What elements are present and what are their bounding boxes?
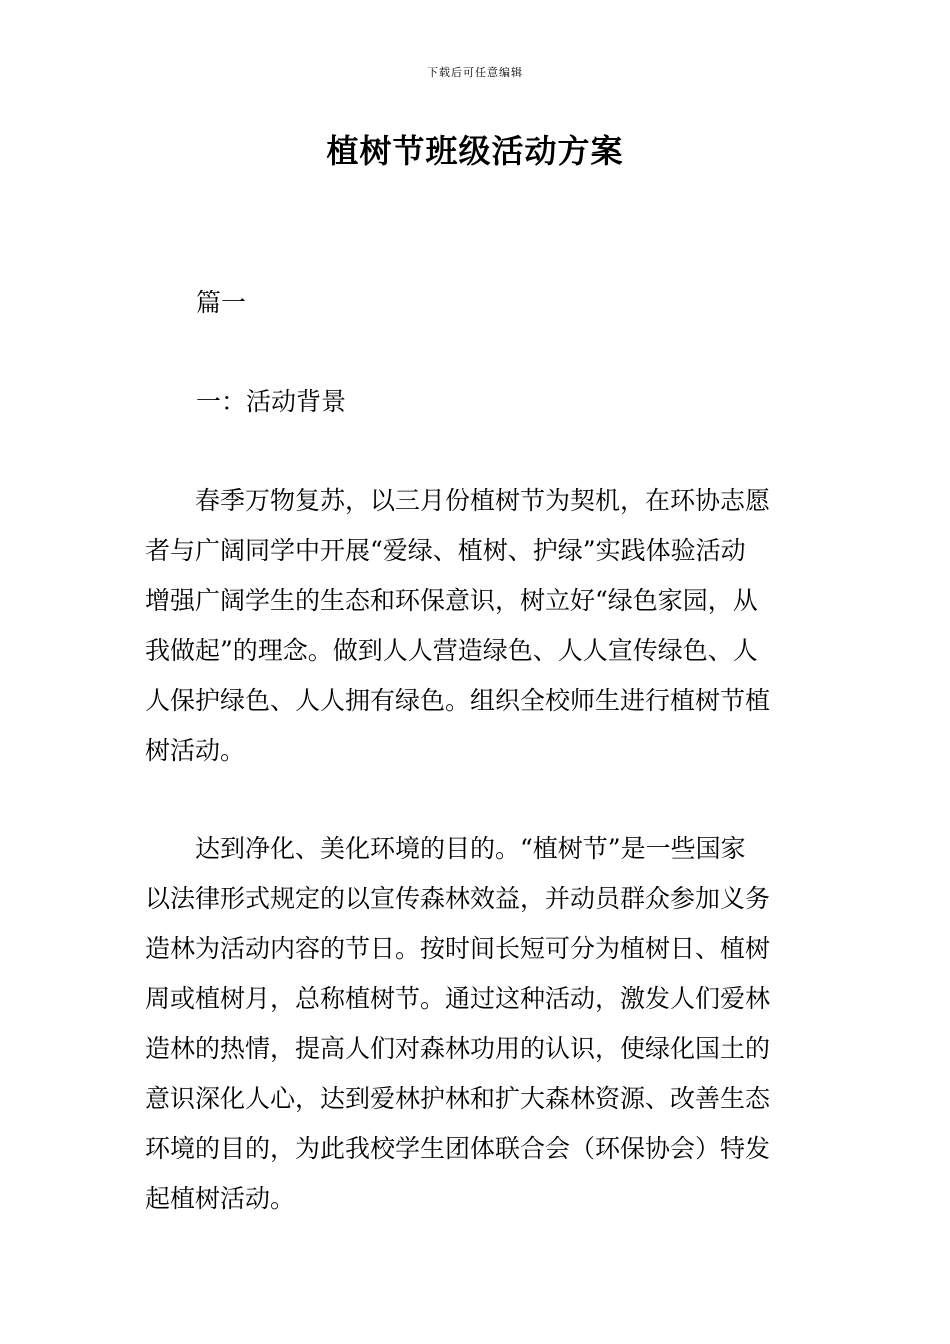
paragraph-line: 以法律形式规定的以宣传森林效益，并动员群众参加义务 [145,884,771,913]
paragraph-line: 周或植树月，总称植树节。通过这种活动，激发人们爱林 [145,984,771,1013]
paragraph-line: 起植树活动。 [145,1184,296,1213]
paragraph-line: 意识深化人心，达到爱林护林和扩大森林资源、改善生态 [145,1084,771,1113]
paragraph-line: 我做起”的理念。做到人人营造绿色、人人宣传绿色、人 [145,636,758,665]
paragraph-line: 树活动。 [145,736,246,765]
paragraph-background [145,476,805,776]
paragraph-line: 者与广阔同学中开展“爱绿、植树、护绿”实践体验活动 [145,536,746,565]
paragraph-line: 达到净化、美化环境的目的。“植树节”是一些国家 [145,834,746,863]
header-note: 下载后可任意编辑 [427,66,523,79]
paragraph-line: 造林为活动内容的节日。按时间长短可分为植树日、植树 [145,934,771,963]
paragraph-line: 造林的热情，提高人们对森林功用的认识，使绿化国土的 [145,1034,771,1063]
paragraph-purpose [145,824,805,1224]
paragraph-line: 春季万物复苏，以三月份植树节为契机，在环协志愿 [145,486,771,515]
section-heading: 一：活动背景 [196,387,347,416]
page-title: 植树节班级活动方案 [326,132,624,170]
part-label: 篇一 [196,288,247,317]
paragraph-line: 人保护绿色、人人拥有绿色。组织全校师生进行植树节植 [145,686,771,715]
paragraph-line: 环境的目的，为此我校学生团体联合会（环保协会）特发 [145,1134,771,1163]
paragraph-line: 增强广阔学生的生态和环保意识，树立好“绿色家园，从 [145,586,758,615]
